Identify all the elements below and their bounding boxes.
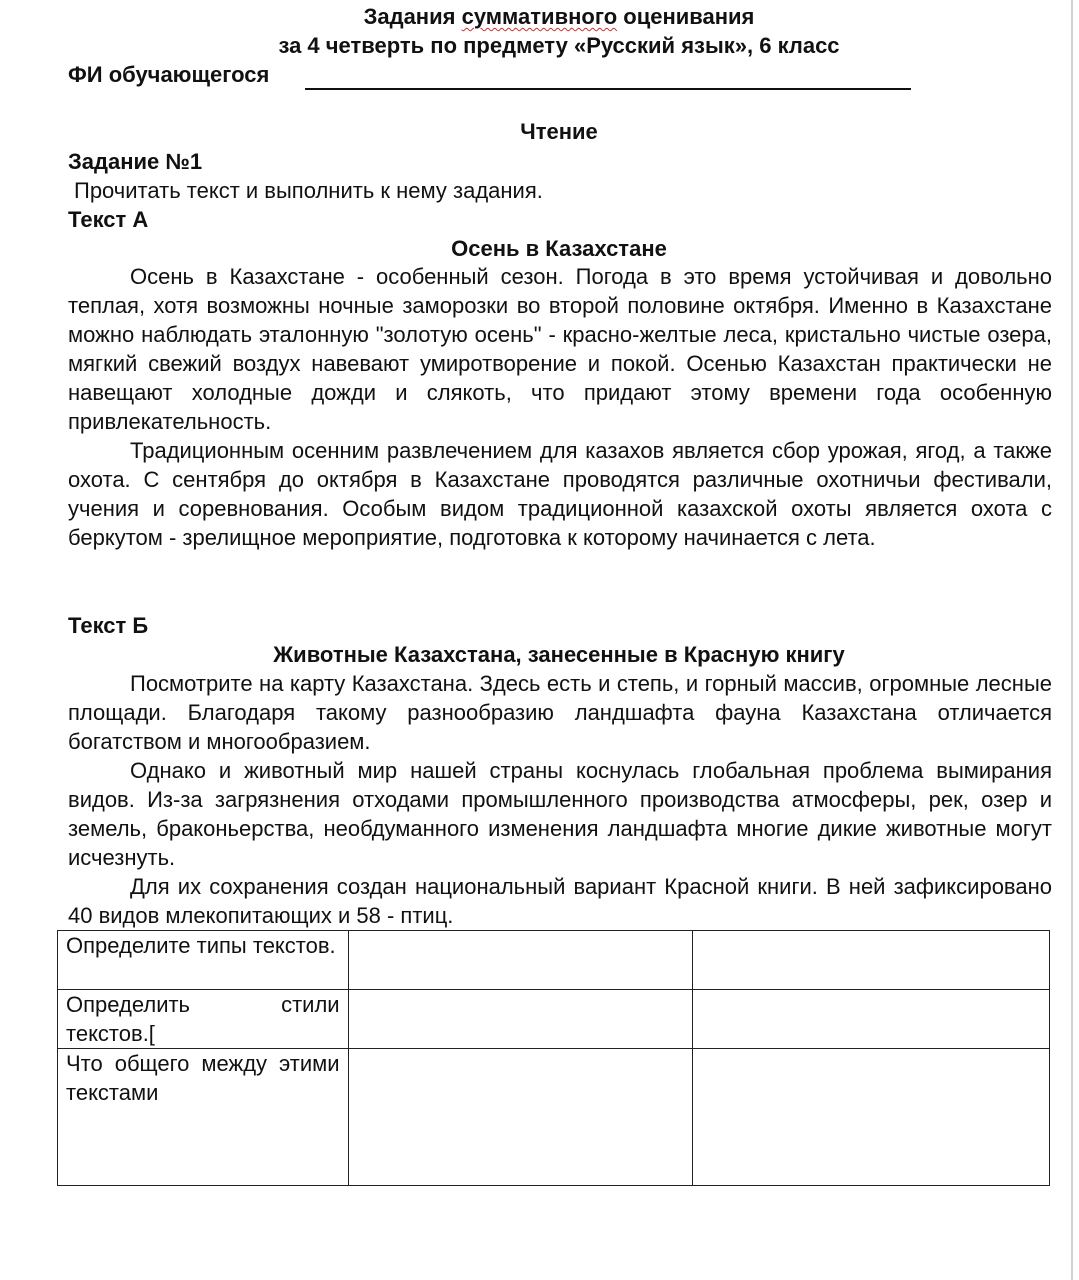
answer-table [57,930,1050,1186]
answer-cell-text-b[interactable] [693,990,1050,1049]
title-line1-text: Задания суммативного оценивания [363,4,755,29]
question-text: Что общего между этими текстами [66,1051,340,1105]
worksheet-title-line1 [0,2,1079,31]
text-b-title: Животные Казахстана, занесенные в Красную книгу [273,642,845,667]
text-b-label: Текст Б [68,613,149,638]
spellcheck-underline: суммативного [461,4,618,29]
text-a-title: Осень в Казахстане [451,236,667,261]
text-b-paragraph-2: Однако и животный мир нашей страны коснулась глобальная проблема вымирания видов. Из-за загрязнения отходами промышленного производства атмосферы, рек, озер и земель, браконьерства, необдуманного изменения ландшафта многие дикие животные могут исчезнуть. [68,758,1052,870]
question-text: Определите типы текстов. [66,933,336,958]
section-title: Чтение [520,119,598,144]
student-name-blank[interactable] [305,88,911,90]
task-instruction: Прочитать текст и выполнить к нему задания. [74,178,543,203]
table-row [58,990,1050,1049]
question-cell [58,931,349,990]
answer-cell-text-a[interactable] [348,1049,693,1186]
text-a-paragraph-2: Традиционным осенним развлечением для казахов является сбор урожая, ягод, а также охота. С сентября до октября в Казахстане проводятся различные охотничьи фестивали, учения и соревнования. Особым видом традиционной казахской охоты является охота с беркутом - зрелищное мероприятие, подготовка к которому начинается с лета. [68,438,1052,550]
answer-cell-text-b[interactable] [693,1049,1050,1186]
text-a-label: Текст А [68,207,149,232]
text-b-paragraph-3: Для их сохранения создан национальный вариант Красной книги. В ней зафиксировано 40 видов млекопитающих и 58 - птиц. [68,874,1052,928]
question-text: Определить стили текстов.[ [66,992,340,1046]
table-row [58,931,1050,990]
text-a-paragraph-1: Осень в Казахстане - особенный сезон. Погода в это время устойчивая и довольно теплая, хотя возможны ночные заморозки во второй половине октября. Именно в Казахстане можно наблюдать эталонную "золотую осень" - красно-желтые леса, кристально чистые озера, мягкий свежий воздух навевают умиротворение и покой. Осенью Казахстан практически не навещают холодные дожди и слякоть, что придают этому времени года особенную привлекательность. [68,264,1052,434]
question-cell [58,990,349,1049]
question-cell [58,1049,349,1186]
student-name-label: ФИ обучающегося [68,62,270,87]
worksheet-title-line2: за 4 четверть по предмету «Русский язык», 6 класс [278,33,840,58]
table-row [58,1049,1050,1186]
task-title: Задание №1 [68,149,203,174]
text-b-paragraph-1: Посмотрите на карту Казахстана. Здесь есть и степь, и горный массив, огромные лесные площади. Благодаря такому разнообразию ландшафта фауна Казахстана отличается богатством и многообразием. [68,671,1052,754]
answer-cell-text-a[interactable] [348,990,693,1049]
answer-cell-text-a[interactable] [348,931,693,990]
answer-cell-text-b[interactable] [693,931,1050,990]
